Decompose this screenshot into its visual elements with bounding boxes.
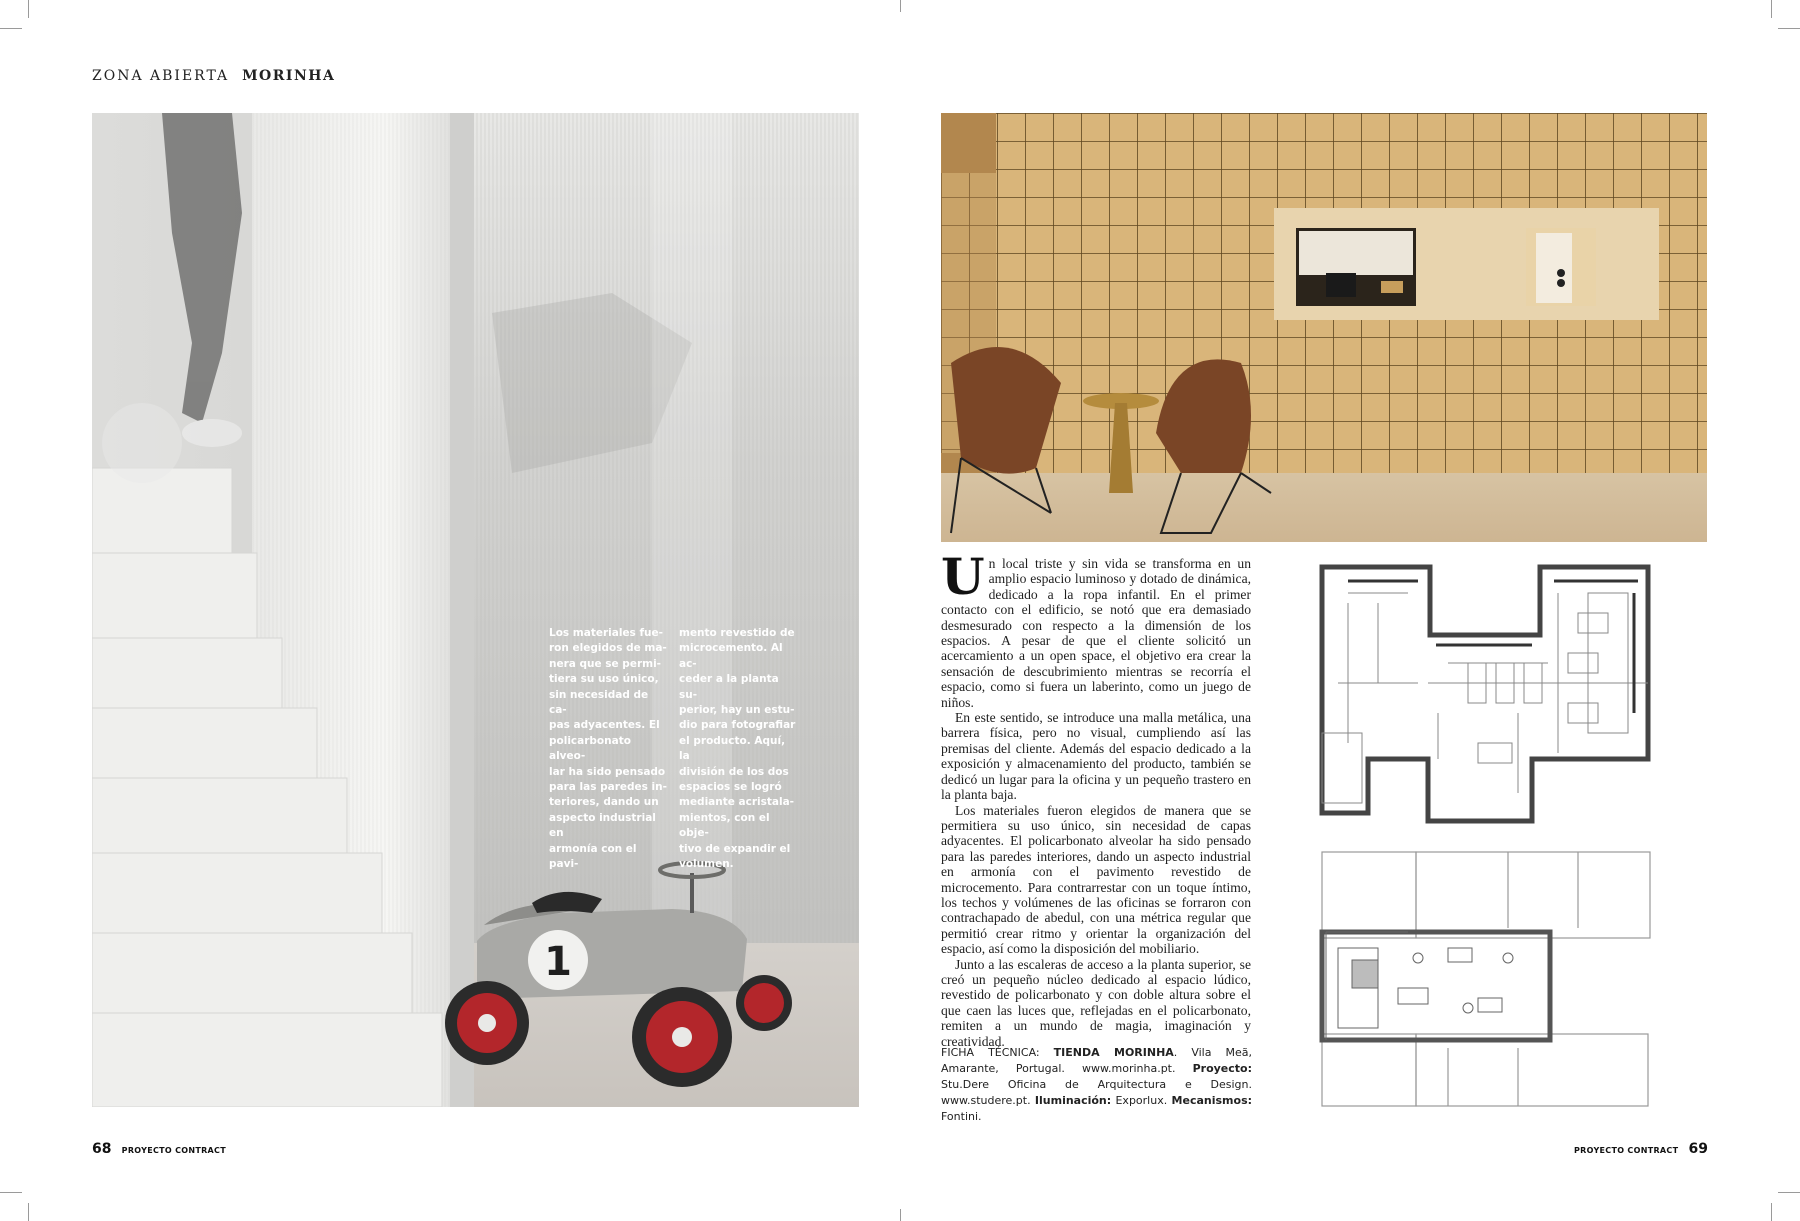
article-paragraph: Junto a las escaleras de acceso a la planta superior, se creó un pequeño núcleo dedicado al espacio lúdico, revestido de policarbonato y con doble altura sobre el que caen las luces que, reflejadas en el policarbonato, remiten a un mundo de magia, imaginación y creatividad. xyxy=(941,956,1251,1049)
spec-mechanisms-label: Mecanismos: xyxy=(1171,1094,1253,1107)
crop-mark xyxy=(0,1192,22,1193)
toy-car-number: 1 xyxy=(544,939,572,985)
folio-right xyxy=(1574,1138,1708,1157)
crop-mark xyxy=(900,0,901,12)
ground-floor-plan xyxy=(1318,563,1652,825)
crop-mark xyxy=(900,1209,901,1221)
staircase-scene xyxy=(92,113,859,1107)
lounge-photo xyxy=(941,113,1707,542)
spec-project-label: Proyecto: xyxy=(1192,1062,1252,1075)
section-keyword: MORINHA xyxy=(242,68,336,84)
page-number: 68 xyxy=(92,1141,112,1157)
floor-plan-drawing xyxy=(1318,563,1652,825)
caption-col-1: Los materiales fue- ron elegidos de ma- nera que se permi- tiera su uso único, sin necesidad de ca- pas adyacentes. El policarbonato alveo- lar ha sido pensado para las paredes in- teriores, dando un aspecto industrial en armonía con el pavi- xyxy=(549,627,667,871)
lounge-scene xyxy=(941,113,1707,542)
upper-floor-plan-drawing xyxy=(1318,848,1652,1110)
publication-name: PROYECTO CONTRACT xyxy=(1574,1146,1679,1155)
publication-name: PROYECTO CONTRACT xyxy=(121,1146,226,1155)
staircase-photo xyxy=(92,113,859,1107)
folio-left xyxy=(92,1138,226,1157)
spec-mechanisms: Fontini. xyxy=(941,1110,982,1123)
crop-mark xyxy=(28,0,29,18)
drop-cap: U xyxy=(941,547,985,606)
article-paragraph: En este sentido, se introduce una malla metálica, una barrera física, pero no visual, cumpliendo así las premisas del cliente. Además del espacio dedicado a la exposición y almacenamiento del producto, también se dedicó un lugar para la oficina y un pequeño trastero en la planta baja. xyxy=(941,710,1251,803)
spec-lighting: Exporlux. xyxy=(1111,1094,1168,1107)
spec-label: FICHA TÉCNICA: xyxy=(941,1046,1054,1059)
crop-mark xyxy=(28,1203,29,1221)
crop-mark xyxy=(1771,1203,1772,1221)
section-label: ZONA ABIERTA xyxy=(92,68,230,84)
crop-mark xyxy=(1778,1192,1800,1193)
upper-floor-plan xyxy=(1318,848,1652,1110)
page-number: 69 xyxy=(1688,1141,1708,1157)
spec-location: . Vila Meã, Amarante, Portugal. www.morinha.pt. xyxy=(941,1046,1252,1075)
crop-mark xyxy=(1771,0,1772,18)
crop-mark xyxy=(0,28,22,29)
spec-lighting-label: Iluminación: xyxy=(1034,1094,1112,1107)
section-header xyxy=(92,68,335,84)
article-body xyxy=(941,547,1251,1049)
article-paragraph: Los materiales fueron elegidos de manera que se permitiera su uso único, sin necesidad de capas adyacentes. El policarbonato alveolar ha sido pensado para las paredes interiores, dando un aspecto industrial en armonía con el pavimento revestido de microcemento. Para contrarrestar con un toque íntimo, los techos y volúmenes de las oficinas se forraron con contrachapado de abedul, con una métrica regular que permitió crear ritmo y orientar la organización del espacio, así como la disposición del mobiliario. xyxy=(941,802,1251,957)
article-paragraph: n local triste y sin vida se transforma en un amplio espacio luminoso y dotado de dinámica, dedicado a la ropa infantil. En el primer contacto con el edificio, se notó que era demasiado desmesurado con respecto a la dimensión de los espacios. A pesar de que el cliente solicitó un acercamiento a un open space, el objetivo era crear la sensación de descubrimiento mientras se recorría el espacio, como si fuera un laberinto, como un juego de niños. xyxy=(941,556,1251,710)
spec-store-name: TIENDA MORINHA xyxy=(1053,1046,1174,1059)
technical-sheet xyxy=(941,1045,1252,1125)
caption-col-2: mento revestido de microcemento. Al ac- ceder a la planta su- perior, hay un estu- dio para fotografiar el producto. Aquí, la división de los dos espacios se logró mediante acristala- mientos, con el obje- tivo de expandir el volumen. xyxy=(679,627,796,871)
crop-mark xyxy=(1778,28,1800,29)
spec-project: Stu.Dere Oficina de Arquitectura e Design. www.studere.pt. xyxy=(941,1078,1252,1107)
